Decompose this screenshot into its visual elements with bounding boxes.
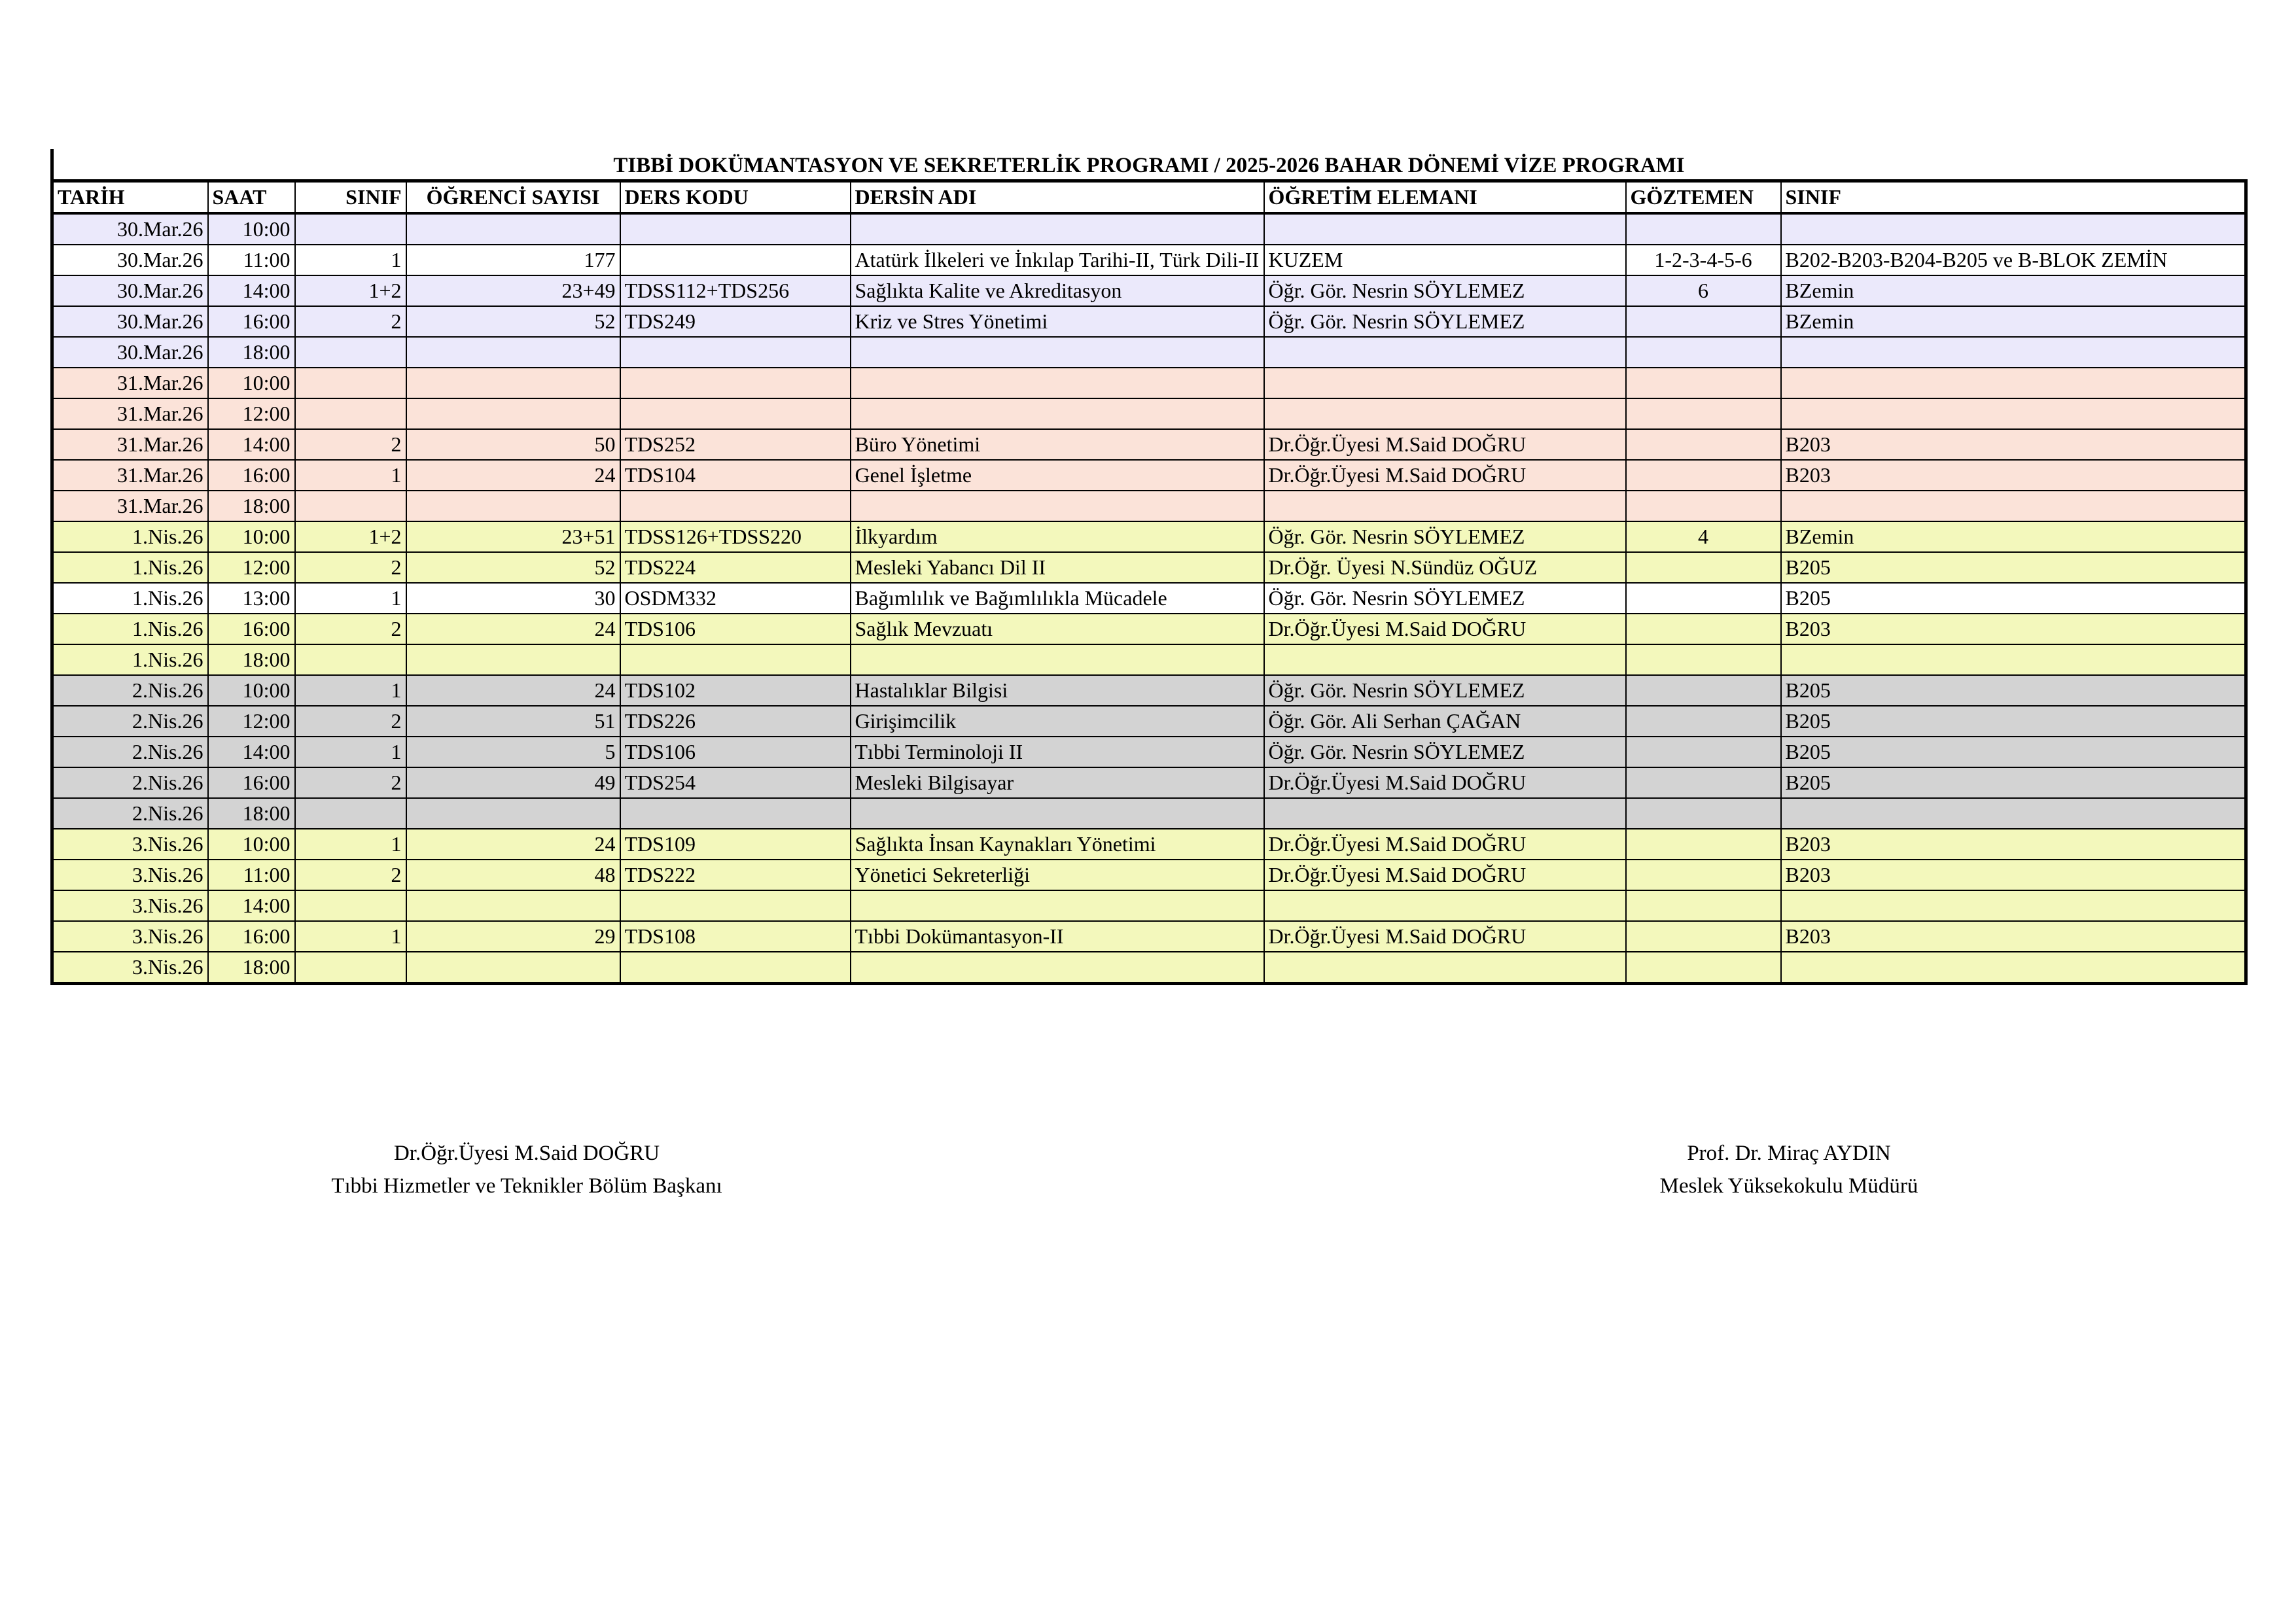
cell-date: 30.Mar.26 (52, 337, 208, 368)
table-row (52, 460, 2246, 491)
table-row (52, 337, 2246, 368)
signature-left-name: Dr.Öğr.Üyesi M.Said DOĞRU (393, 1142, 660, 1165)
cell-grade (295, 952, 406, 984)
cell-course-name (851, 368, 1264, 398)
cell-student-count (406, 337, 620, 368)
cell-date: 3.Nis.26 (52, 952, 208, 984)
cell-course-code (620, 398, 851, 429)
table-row (52, 245, 2246, 275)
cell-grade: 2 (295, 767, 406, 798)
cell-student-count: 49 (406, 767, 620, 798)
table-row (52, 275, 2246, 306)
cell-time: 11:00 (208, 245, 295, 275)
cell-time: 16:00 (208, 767, 295, 798)
table-row (52, 706, 2246, 737)
table-row (52, 306, 2246, 337)
title-row (50, 149, 2244, 179)
cell-course-name: Bağımlılık ve Bağımlılıkla Mücadele (851, 583, 1264, 614)
cell-proctor (1626, 675, 1781, 706)
cell-grade: 1+2 (295, 521, 406, 552)
cell-course-code: OSDM332 (620, 583, 851, 614)
table-row (52, 429, 2246, 460)
cell-room (1781, 491, 2246, 521)
cell-course-code (620, 952, 851, 984)
cell-time: 18:00 (208, 952, 295, 984)
cell-grade (295, 368, 406, 398)
cell-grade: 1 (295, 829, 406, 860)
cell-instructor (1264, 213, 1626, 245)
cell-grade: 2 (295, 860, 406, 890)
cell-time: 12:00 (208, 706, 295, 737)
cell-proctor (1626, 860, 1781, 890)
table-row (52, 491, 2246, 521)
cell-student-count: 24 (406, 460, 620, 491)
cell-room: B205 (1781, 583, 2246, 614)
cell-instructor: Öğr. Gör. Nesrin SÖYLEMEZ (1264, 675, 1626, 706)
header-time: SAAT (208, 181, 295, 214)
cell-room: B205 (1781, 552, 2246, 583)
cell-course-code: TDSS126+TDSS220 (620, 521, 851, 552)
cell-instructor (1264, 890, 1626, 921)
cell-instructor (1264, 798, 1626, 829)
cell-date: 3.Nis.26 (52, 860, 208, 890)
table-row (52, 890, 2246, 921)
cell-time: 14:00 (208, 737, 295, 767)
cell-course-code: TDS109 (620, 829, 851, 860)
cell-date: 2.Nis.26 (52, 767, 208, 798)
cell-date: 3.Nis.26 (52, 921, 208, 952)
cell-room: BZemin (1781, 275, 2246, 306)
cell-proctor (1626, 829, 1781, 860)
cell-grade (295, 213, 406, 245)
cell-student-count (406, 398, 620, 429)
cell-date: 2.Nis.26 (52, 798, 208, 829)
table-row (52, 521, 2246, 552)
cell-grade: 1 (295, 675, 406, 706)
cell-grade (295, 644, 406, 675)
cell-course-code: TDS104 (620, 460, 851, 491)
cell-student-count: 51 (406, 706, 620, 737)
cell-course-name (851, 213, 1264, 245)
cell-student-count: 24 (406, 614, 620, 644)
table-row (52, 921, 2246, 952)
cell-course-name: Hastalıklar Bilgisi (851, 675, 1264, 706)
cell-date: 31.Mar.26 (52, 460, 208, 491)
cell-course-name (851, 337, 1264, 368)
cell-proctor (1626, 491, 1781, 521)
cell-course-name: İlkyardım (851, 521, 1264, 552)
cell-grade: 2 (295, 706, 406, 737)
cell-instructor: Öğr. Gör. Nesrin SÖYLEMEZ (1264, 521, 1626, 552)
cell-instructor: KUZEM (1264, 245, 1626, 275)
cell-instructor: Öğr. Gör. Nesrin SÖYLEMEZ (1264, 275, 1626, 306)
cell-room: BZemin (1781, 306, 2246, 337)
cell-room (1781, 337, 2246, 368)
cell-instructor: Dr.Öğr.Üyesi M.Said DOĞRU (1264, 860, 1626, 890)
schedule-rows (52, 213, 2246, 984)
cell-date: 31.Mar.26 (52, 429, 208, 460)
cell-course-code: TDS108 (620, 921, 851, 952)
cell-grade (295, 398, 406, 429)
cell-proctor (1626, 429, 1781, 460)
cell-room (1781, 368, 2246, 398)
cell-time: 12:00 (208, 398, 295, 429)
cell-proctor (1626, 706, 1781, 737)
cell-student-count (406, 644, 620, 675)
cell-student-count: 23+49 (406, 275, 620, 306)
cell-grade: 1 (295, 583, 406, 614)
cell-course-name (851, 644, 1264, 675)
cell-room: B205 (1781, 675, 2246, 706)
cell-student-count (406, 952, 620, 984)
cell-proctor: 1-2-3-4-5-6 (1626, 245, 1781, 275)
cell-instructor: Öğr. Gör. Nesrin SÖYLEMEZ (1264, 737, 1626, 767)
cell-student-count (406, 213, 620, 245)
cell-proctor (1626, 213, 1781, 245)
cell-instructor: Dr.Öğr.Üyesi M.Said DOĞRU (1264, 614, 1626, 644)
signature-right-name: Prof. Dr. Miraç AYDIN (1687, 1142, 1891, 1165)
cell-student-count: 48 (406, 860, 620, 890)
cell-room: B205 (1781, 706, 2246, 737)
cell-room: B205 (1781, 737, 2246, 767)
cell-student-count (406, 890, 620, 921)
cell-time: 16:00 (208, 614, 295, 644)
cell-date: 3.Nis.26 (52, 890, 208, 921)
cell-room: B203 (1781, 460, 2246, 491)
cell-room: BZemin (1781, 521, 2246, 552)
cell-student-count: 52 (406, 552, 620, 583)
table-row (52, 952, 2246, 984)
cell-grade: 1+2 (295, 275, 406, 306)
cell-instructor (1264, 368, 1626, 398)
cell-time: 18:00 (208, 337, 295, 368)
cell-date: 30.Mar.26 (52, 275, 208, 306)
cell-time: 18:00 (208, 798, 295, 829)
cell-student-count: 24 (406, 829, 620, 860)
header-course-code: DERS KODU (620, 181, 851, 214)
cell-student-count: 177 (406, 245, 620, 275)
cell-grade: 2 (295, 552, 406, 583)
cell-room (1781, 952, 2246, 984)
cell-student-count: 50 (406, 429, 620, 460)
cell-course-code: TDS252 (620, 429, 851, 460)
cell-time: 13:00 (208, 583, 295, 614)
cell-course-name (851, 952, 1264, 984)
cell-date: 31.Mar.26 (52, 491, 208, 521)
cell-date: 31.Mar.26 (52, 368, 208, 398)
cell-date: 30.Mar.26 (52, 213, 208, 245)
cell-course-name (851, 491, 1264, 521)
cell-grade: 2 (295, 429, 406, 460)
table-row (52, 829, 2246, 860)
cell-proctor (1626, 368, 1781, 398)
cell-date: 1.Nis.26 (52, 583, 208, 614)
cell-time: 10:00 (208, 521, 295, 552)
cell-student-count: 52 (406, 306, 620, 337)
cell-course-name: Yönetici Sekreterliği (851, 860, 1264, 890)
cell-course-code (620, 491, 851, 521)
cell-date: 2.Nis.26 (52, 737, 208, 767)
cell-course-code: TDS254 (620, 767, 851, 798)
cell-instructor: Dr.Öğr.Üyesi M.Said DOĞRU (1264, 460, 1626, 491)
cell-time: 10:00 (208, 368, 295, 398)
table-row (52, 675, 2246, 706)
cell-proctor (1626, 952, 1781, 984)
cell-course-name (851, 798, 1264, 829)
cell-instructor: Dr.Öğr.Üyesi M.Said DOĞRU (1264, 767, 1626, 798)
cell-course-name: Kriz ve Stres Yönetimi (851, 306, 1264, 337)
header-proctor: GÖZTEMEN (1626, 181, 1781, 214)
cell-time: 16:00 (208, 921, 295, 952)
cell-course-code (620, 213, 851, 245)
schedule-title: TIBBİ DOKÜMANTASYON VE SEKRETERLİK PROGRAMI / 2025-2026 BAHAR DÖNEMİ VİZE PROGRAMI (613, 154, 1685, 177)
cell-date: 3.Nis.26 (52, 829, 208, 860)
cell-instructor: Öğr. Gör. Nesrin SÖYLEMEZ (1264, 306, 1626, 337)
cell-course-code: TDS106 (620, 737, 851, 767)
table-row (52, 614, 2246, 644)
cell-course-name: Mesleki Bilgisayar (851, 767, 1264, 798)
cell-time: 10:00 (208, 829, 295, 860)
cell-room: B203 (1781, 860, 2246, 890)
cell-room: B202-B203-B204-B205 ve B-BLOK ZEMİN (1781, 245, 2246, 275)
cell-course-name (851, 890, 1264, 921)
cell-course-name: Sağlık Mevzuatı (851, 614, 1264, 644)
table-row (52, 552, 2246, 583)
cell-course-code: TDS106 (620, 614, 851, 644)
signature-right-role: Meslek Yüksekokulu Müdürü (1659, 1174, 1918, 1198)
cell-course-code: TDS224 (620, 552, 851, 583)
header-instructor: ÖĞRETİM ELEMANI (1264, 181, 1626, 214)
exam-schedule-table (50, 179, 2248, 985)
cell-course-code: TDSS112+TDS256 (620, 275, 851, 306)
signature-left-role: Tıbbi Hizmetler ve Teknikler Bölüm Başkanı (331, 1174, 722, 1198)
cell-course-name: Girişimcilik (851, 706, 1264, 737)
cell-student-count: 24 (406, 675, 620, 706)
cell-student-count (406, 798, 620, 829)
cell-course-name (851, 398, 1264, 429)
cell-course-code: TDS102 (620, 675, 851, 706)
table-row (52, 767, 2246, 798)
cell-date: 1.Nis.26 (52, 614, 208, 644)
cell-proctor (1626, 767, 1781, 798)
table-row (52, 737, 2246, 767)
cell-proctor (1626, 614, 1781, 644)
cell-room (1781, 798, 2246, 829)
cell-room: B203 (1781, 429, 2246, 460)
cell-grade: 1 (295, 737, 406, 767)
cell-room: B205 (1781, 767, 2246, 798)
cell-student-count: 29 (406, 921, 620, 952)
cell-time: 18:00 (208, 491, 295, 521)
cell-course-name: Atatürk İlkeleri ve İnkılap Tarihi-II, Türk Dili-II (851, 245, 1264, 275)
cell-grade: 1 (295, 245, 406, 275)
cell-student-count: 5 (406, 737, 620, 767)
cell-course-code (620, 245, 851, 275)
cell-proctor (1626, 306, 1781, 337)
cell-course-code: TDS222 (620, 860, 851, 890)
cell-course-code (620, 798, 851, 829)
header-student-count: ÖĞRENCİ SAYISI (406, 181, 620, 214)
cell-student-count (406, 491, 620, 521)
cell-proctor (1626, 921, 1781, 952)
header-row (52, 181, 2246, 214)
signature-right (1494, 1137, 2083, 1202)
cell-grade (295, 491, 406, 521)
cell-time: 14:00 (208, 429, 295, 460)
cell-room: B203 (1781, 829, 2246, 860)
cell-course-name: Büro Yönetimi (851, 429, 1264, 460)
cell-date: 30.Mar.26 (52, 245, 208, 275)
cell-course-name: Tıbbi Dokümantasyon-II (851, 921, 1264, 952)
cell-proctor (1626, 798, 1781, 829)
cell-instructor: Dr.Öğr. Üyesi N.Sündüz OĞUZ (1264, 552, 1626, 583)
table-row (52, 644, 2246, 675)
cell-time: 14:00 (208, 275, 295, 306)
cell-proctor (1626, 890, 1781, 921)
cell-room (1781, 890, 2246, 921)
cell-instructor (1264, 491, 1626, 521)
cell-proctor (1626, 460, 1781, 491)
cell-course-code: TDS226 (620, 706, 851, 737)
cell-instructor (1264, 644, 1626, 675)
cell-instructor: Dr.Öğr.Üyesi M.Said DOĞRU (1264, 429, 1626, 460)
cell-grade: 2 (295, 614, 406, 644)
cell-proctor (1626, 583, 1781, 614)
cell-time: 10:00 (208, 675, 295, 706)
cell-date: 1.Nis.26 (52, 644, 208, 675)
cell-course-name: Tıbbi Terminoloji II (851, 737, 1264, 767)
cell-proctor (1626, 552, 1781, 583)
cell-time: 16:00 (208, 306, 295, 337)
cell-course-name: Genel İşletme (851, 460, 1264, 491)
cell-course-code (620, 890, 851, 921)
cell-date: 1.Nis.26 (52, 521, 208, 552)
cell-student-count: 30 (406, 583, 620, 614)
cell-instructor: Öğr. Gör. Ali Serhan ÇAĞAN (1264, 706, 1626, 737)
cell-instructor: Dr.Öğr.Üyesi M.Said DOĞRU (1264, 829, 1626, 860)
cell-time: 18:00 (208, 644, 295, 675)
cell-grade (295, 890, 406, 921)
header-grade: SINIF (295, 181, 406, 214)
cell-course-code (620, 368, 851, 398)
cell-time: 10:00 (208, 213, 295, 245)
cell-instructor (1264, 398, 1626, 429)
cell-proctor (1626, 398, 1781, 429)
cell-date: 1.Nis.26 (52, 552, 208, 583)
cell-instructor (1264, 952, 1626, 984)
cell-student-count (406, 368, 620, 398)
cell-proctor (1626, 337, 1781, 368)
table-row (52, 213, 2246, 245)
cell-instructor (1264, 337, 1626, 368)
cell-course-name: Sağlıkta İnsan Kaynakları Yönetimi (851, 829, 1264, 860)
cell-proctor (1626, 644, 1781, 675)
cell-instructor: Öğr. Gör. Nesrin SÖYLEMEZ (1264, 583, 1626, 614)
cell-date: 31.Mar.26 (52, 398, 208, 429)
cell-time: 14:00 (208, 890, 295, 921)
cell-grade: 2 (295, 306, 406, 337)
cell-student-count: 23+51 (406, 521, 620, 552)
cell-room (1781, 644, 2246, 675)
cell-grade (295, 337, 406, 368)
header-room: SINIF (1781, 181, 2246, 214)
cell-proctor: 6 (1626, 275, 1781, 306)
cell-room (1781, 213, 2246, 245)
signature-left (232, 1137, 821, 1202)
table-row (52, 398, 2246, 429)
cell-room: B203 (1781, 921, 2246, 952)
cell-course-code (620, 644, 851, 675)
header-date: TARİH (52, 181, 208, 214)
cell-instructor: Dr.Öğr.Üyesi M.Said DOĞRU (1264, 921, 1626, 952)
cell-proctor (1626, 737, 1781, 767)
cell-time: 12:00 (208, 552, 295, 583)
cell-course-code (620, 337, 851, 368)
cell-grade: 1 (295, 921, 406, 952)
cell-course-name: Sağlıkta Kalite ve Akreditasyon (851, 275, 1264, 306)
cell-room (1781, 398, 2246, 429)
cell-time: 11:00 (208, 860, 295, 890)
cell-date: 2.Nis.26 (52, 675, 208, 706)
cell-room: B203 (1781, 614, 2246, 644)
cell-course-code: TDS249 (620, 306, 851, 337)
cell-grade (295, 798, 406, 829)
header-course-name: DERSİN ADI (851, 181, 1264, 214)
table-row (52, 798, 2246, 829)
cell-grade: 1 (295, 460, 406, 491)
cell-time: 16:00 (208, 460, 295, 491)
exam-schedule-sheet (50, 149, 2244, 985)
cell-proctor: 4 (1626, 521, 1781, 552)
table-row (52, 860, 2246, 890)
table-row (52, 368, 2246, 398)
table-row (52, 583, 2246, 614)
cell-course-name: Mesleki Yabancı Dil II (851, 552, 1264, 583)
cell-date: 2.Nis.26 (52, 706, 208, 737)
cell-date: 30.Mar.26 (52, 306, 208, 337)
